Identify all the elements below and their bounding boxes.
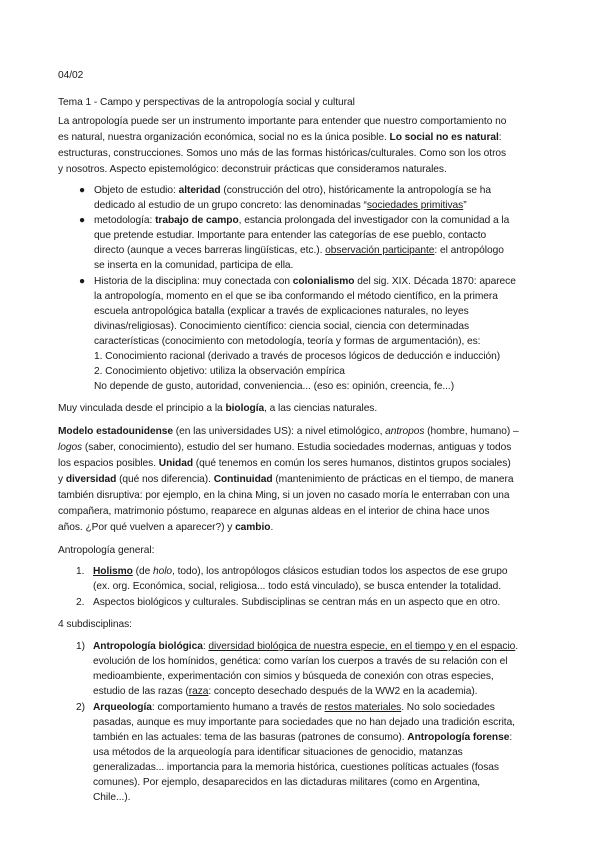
general-item-1-line-1: Holismo (de holo, todo), los antropólogos clásicos estudian todos los aspectos de ese grupo xyxy=(93,566,508,577)
bullet-2-line-1: metodología: trabajo de campo, estancia prolongada del investigador con la comunidad a la xyxy=(94,215,510,226)
bullet-2-line-2: que pretende estudiar. Importante para entender las categorías de ese pueblo, contacto xyxy=(94,230,487,241)
modelo-line-2: logos (saber, conocimiento), estudio del ser humano. Estudia sociedades modernas, antiguas y todos xyxy=(58,442,512,453)
bullet-1-line-1: Objeto de estudio: alteridad (construcción del otro), históricamente la antropología se ha xyxy=(94,185,492,196)
bullet-1-line-2: dedicado al estudio de un grupo concreto: las denominadas “sociedades primitivas” xyxy=(94,200,467,211)
sub-item-1-line-2: evolución de los homínidos, genética: como varían los cuerpos a través de su relación con el xyxy=(93,656,508,667)
bullet-3-line-7: 2. Conocimiento objetivo: utiliza la observación empírica xyxy=(94,366,345,377)
sub-item-2-line-6: comunes). Por ejemplo, desaparecidos en las dictaduras militares (como en Argentina, xyxy=(93,777,481,788)
bullet-3-line-2: la antropología, momento en el que se iba conformando el método científico, en la primera xyxy=(94,291,498,302)
bullet-marker: ● xyxy=(79,276,86,287)
general-item-1-line-2: (ex. org. Económica, social, religiosa... todo está vinculado), se busca entender la totalidad. xyxy=(93,581,502,592)
bullet-2-line-3: directo (aunque a veces barreras lingüísticas, etc.). observación participante: el antropólogo xyxy=(94,245,504,256)
intro-line-4: y nosotros. Aspecto epistemológico: deconstruir prácticas que consideramos naturales. xyxy=(58,164,447,175)
intro-line-1: La antropología puede ser un instrumento importante para entender que nuestro comportamiento no xyxy=(58,116,507,127)
bullet-3-line-8: No depende de gusto, autoridad, conveniencia... (eso es: opinión, creencia, fe...) xyxy=(94,381,455,392)
sub-item-2-line-1: Arqueología: comportamiento humano a través de restos materiales. No solo sociedades xyxy=(93,702,495,713)
modelo-line-1: Modelo estadounidense (en las universidades US): a nivel etimológico, antropos (hombre, humano) – xyxy=(58,426,519,437)
modelo-line-5: también disruptiva: por ejemplo, en la china Ming, si un joven no casado moría le enterraban con una xyxy=(58,490,510,501)
bullet-marker: ● xyxy=(79,185,86,196)
bullet-3-line-6: 1. Conocimiento racional (derivado a través de procesos lógicos de deducción e inducción) xyxy=(94,351,501,362)
modelo-line-6: compañera, matrimonio póstumo, reaparece en algunas aldeas en el interior de china hace unos xyxy=(58,506,490,517)
sub-item-2-line-4: usa métodos de la arqueología para identificar situaciones de genocidio, matanzas xyxy=(93,747,463,758)
bullet-3-line-5: características (conocimiento con metodología, teoría y formas de argumentación), es: xyxy=(94,336,481,347)
sub-item-2-line-7: Chile...). xyxy=(93,792,131,803)
bullet-marker: ● xyxy=(79,215,86,226)
intro-line-2: es natural, nuestra organización económica, social no es la única posible. Lo social no es natural: xyxy=(58,132,502,143)
list-number: 1. xyxy=(76,566,85,577)
bullet-3-line-1: Historia de la disciplina: muy conectada con colonialismo del sig. XIX. Década 1870: aparece xyxy=(94,276,516,287)
list-number: 2. xyxy=(76,597,85,608)
date: 04/02 xyxy=(58,70,84,81)
general-item-2-line-1: Aspectos biológicos y culturales. Subdisciplinas se centran más en un aspecto que en otro. xyxy=(93,597,501,608)
modelo-line-4: y diversidad (qué nos diferencia). Continuidad (mantenimiento de prácticas en el tiempo, de manera xyxy=(58,474,514,485)
subdisciplines-heading: 4 subdisciplinas: xyxy=(58,619,132,630)
biology-line: Muy vinculada desde el principio a la biología, a las ciencias naturales. xyxy=(58,403,378,414)
sub-item-1-line-4: estudio de las razas (raza: concepto desechado después de la WW2 en la academia). xyxy=(93,686,478,697)
list-number: 1) xyxy=(76,641,86,652)
sub-item-2-line-2: pasadas, aunque es muy importante para sociedades que no han dejado una tradición escrita, xyxy=(93,717,515,728)
sub-item-1-line-1: Antropología biológica: diversidad biológica de nuestra especie, en el tiempo y en el espacio. xyxy=(93,641,519,652)
bullet-3-line-3: escuela antropológica batalla (explicar a través de explicaciones naturales, no leyes xyxy=(94,306,469,317)
bullet-3-line-4: divinas/religiosas). Conocimiento científico: ciencia social, ciencia con determinadas xyxy=(94,321,470,332)
intro-line-3: estructuras, construcciones. Somos uno más de las formas históricas/culturales. Como son los otros xyxy=(58,148,507,159)
bullet-2-line-4: se inserta en la comunidad, participa de ella. xyxy=(94,260,294,271)
page-title: Tema 1 - Campo y perspectivas de la antropología social y cultural xyxy=(58,97,355,108)
general-heading: Antropología general: xyxy=(58,545,155,556)
sub-item-2-line-5: generalizadas... importancia para la memoria histórica, cuestiones políticas actuales (fosas xyxy=(93,762,499,773)
list-number: 2) xyxy=(76,702,86,713)
modelo-line-7: años. ¿Por qué vuelven a aparecer?) y cambio. xyxy=(58,522,274,533)
sub-item-1-line-3: medioambiente, experimentación con simios y búsqueda de conexión con otras especies, xyxy=(93,671,494,682)
sub-item-2-line-3: también en las actuales: tema de las basuras (patrones de consumo). Antropología forense: xyxy=(93,732,513,743)
modelo-line-3: los espacios posibles. Unidad (qué tenemos en común los seres humanos, distintos grupos sociales) xyxy=(58,458,511,469)
